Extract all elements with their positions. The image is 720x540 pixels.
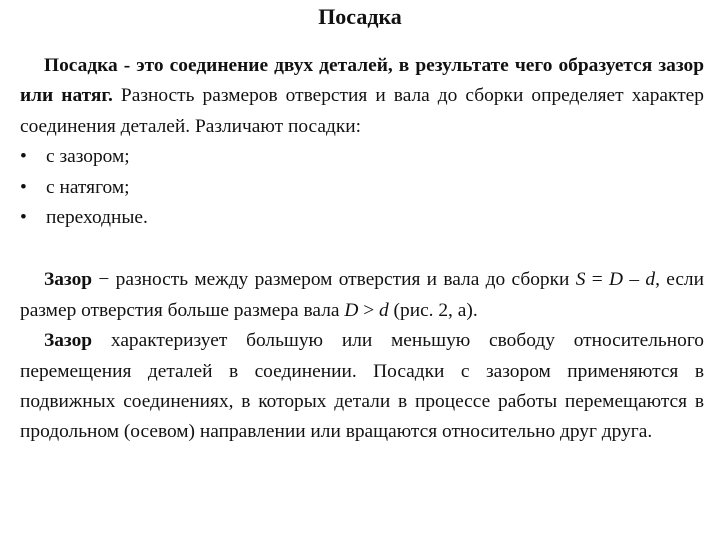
intro-paragraph [20,51,704,142]
spacer [20,233,704,265]
page-title: Посадка [318,4,402,29]
list-item [20,142,704,172]
intro-definition: Посадка - это соединение двух деталей, в результате чего образуется зазор или натяг. [20,55,704,107]
clearance-definition-paragraph [20,265,704,326]
figure-reference: (рис. 2, а). [388,299,478,321]
bullet-icon: • [20,146,27,168]
clearance-term-2: Зазор [44,330,93,352]
bullet-icon: • [20,207,27,229]
list-item [20,203,704,233]
condition-text: , если размер отверстия больше размера вала [20,269,704,321]
content-body [20,51,704,448]
formula-var-D: D [609,269,624,291]
clearance-def-text: − разность между размером отверстия и вала до сборки [92,269,576,291]
clearance-desc-text: характеризует большую или меньшую свободу относительного перемещения деталей в соединении. Посадки с зазором применяются в подвижных соединениях, в которых детали в процессе работы перемещаются в продольном (осевом) направлении или вращаются относительно друг друга. [20,330,704,443]
condition-var-d: d [378,299,389,321]
intro-text: Разность размеров отверстия и вала до сборки определяет характер соединения деталей. Различают посадки: [20,85,704,137]
clearance-term: Зазор [44,269,93,291]
condition-gt: > [358,299,379,321]
list-item-label: с зазором; [46,146,130,168]
bullet-icon: • [20,176,27,198]
condition-var-D: D [344,299,359,321]
list-item-label: переходные. [46,207,148,229]
list-item-label: с натягом; [46,176,130,198]
formula-minus: – [623,269,646,291]
formula-var-S: S [575,269,586,291]
formula-var-d: d [645,269,656,291]
formula-eq: = [585,269,610,291]
clearance-description-paragraph [20,326,704,448]
list-item [20,173,704,203]
fit-types-list [20,142,704,233]
